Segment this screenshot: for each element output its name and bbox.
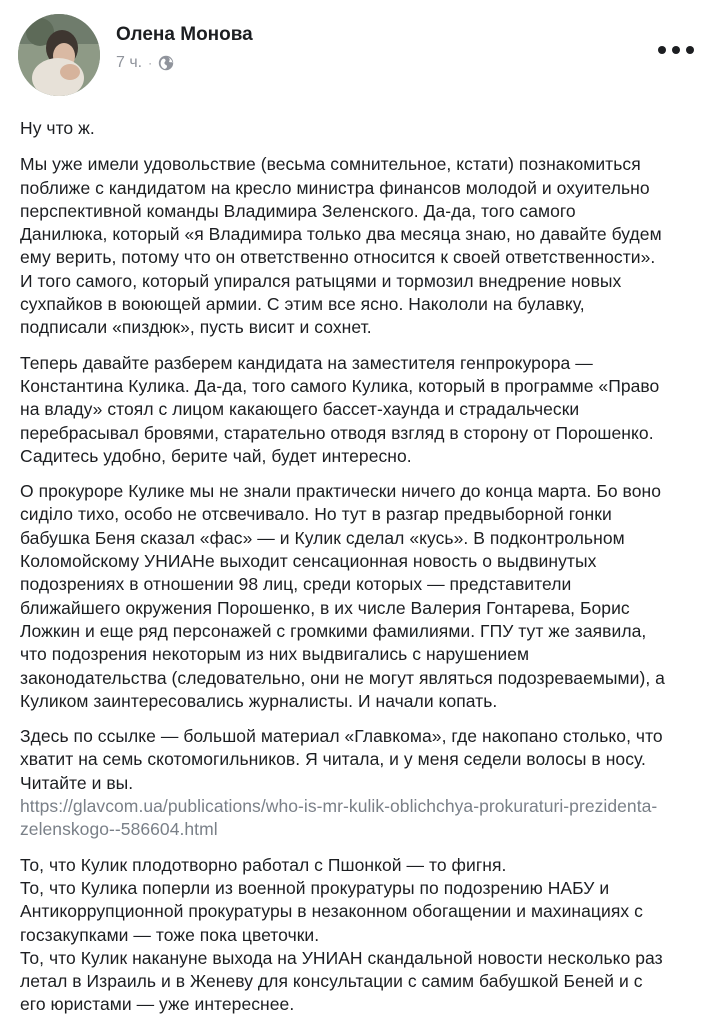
text-line: О прокуроре Кулике мы не знали практически ничего до конца марта. Бо воно [20,481,661,502]
text-line: Ну что ж. [20,118,95,138]
text-line: И того самого, который упирался ратыцями и тормозил внедрение новых [20,270,622,291]
globe-icon[interactable] [158,55,174,71]
profile-photo-icon [18,14,100,96]
text-line: сухпайков в воюющей армии. С этим все ясно. Накололи на булавку, [20,294,585,315]
paragraph-2 [20,153,700,339]
post-meta [116,54,174,72]
text-line: Данилюка, который «я Владимира только два месяца знаю, но давайте будем [20,224,662,245]
text-line: Ложкин и еще ряд персонажей с громкими фамилиями. ГПУ тут же заявила, [20,620,647,641]
text-line: подписали «пиздюк», пусть висит и сохнет. [20,317,372,338]
text-line: летал в Израиль и в Женеву для консультации с самим бабушкой Беней и с [20,971,643,992]
text-line: госзакупками — тоже пока цветочки. [20,924,320,945]
article-link[interactable] [20,795,700,842]
text-line: То, что Кулик плодотворно работал с Пшонкой — то фигня. [20,854,507,875]
text-line: Мы уже имели удовольствие (весьма сомнительное, кстати) познакомиться [20,154,641,175]
text-line: перспективной команды Владимира Зеленского. Да-да, того самого [20,200,576,221]
text-line: Читайте и вы. [20,772,134,793]
text-line: сидiло тихо, особо не отсвечивало. Но тут в разгар предвыборной гонки [20,504,612,525]
paragraph-6 [20,854,700,1017]
post-header [0,0,720,100]
text-line: Теперь давайте разберем кандидата на заместителя генпрокурора — [20,352,593,373]
text-line: Здесь по ссылке — большой материал «Главкома», где накопано столько, что [20,726,663,747]
paragraph-3 [20,352,700,468]
text-line: на владу» стоял с лицом какающего бассет-хаунда и страдальчески [20,399,580,420]
post-timestamp[interactable]: 7 ч. [116,54,143,71]
text-line: ближайшего окружения Порошенко, в их числе Валерия Гонтарева, Борис [20,597,630,618]
paragraph-1 [20,117,700,140]
text-line: Коломойскому УНИАНе выходит сенсационная новость о выдвинутых [20,551,597,572]
text-line: Куликом заинтересовались журналисты. И начали копать. [20,690,498,711]
text-line: подозрениях в отношении 98 лиц, среди которых — представители [20,574,572,595]
link-line[interactable]: https://glavcom.ua/publications/who-is-mr-kulik-oblichchya-prokuraturi-prezidenta- [20,796,658,817]
text-line: что подозрения некоторым из них выдвигались с нарушением [20,644,530,665]
text-line: То, что Кулика поперли из военной прокуратуры по подозрению НАБУ и [20,877,610,898]
author-name[interactable]: Олена Монова [116,24,253,45]
text-line: То, что Кулик накануне выхода на УНИАН скандальной новости несколько раз [20,947,663,968]
link-line[interactable]: zelenskogo--586604.html [20,819,218,840]
text-line: бабушка Беня сказал «фас» — и Кулик сделал «кусь». В подконтрольном [20,527,625,548]
text-line: ему верить, потому что он ответственно относится к своей ответственности». [20,247,656,268]
text-line: перебрасывал бровями, старательно отводя взгляд в сторону от Порошенко. [20,422,654,443]
text-line: законодательства (следовательно, они не могут являться подозреваемыми), а [20,667,665,688]
post-text [20,117,700,1029]
meta-separator: · [148,56,153,70]
text-line: Садитесь удобно, берите чай, будет интересно. [20,445,412,466]
text-line: Константина Кулика. Да-да, того самого Кулика, который в программе «Право [20,375,660,396]
paragraph-5 [20,725,700,841]
text-line: поближе с кандидатом на кресло министра финансов молодой и охуительно [20,177,650,198]
author-avatar[interactable] [18,14,100,96]
text-line: хватит на семь скотомогильников. Я читала, и у меня седели волосы в носу. [20,749,646,770]
text-line: Антикоррупционной прокуратуры в незаконном обогащении и махинациях с [20,901,643,922]
text-line: его юристами — уже интереснее. [20,994,295,1015]
paragraph-4 [20,480,700,713]
more-options-icon[interactable] [658,40,694,60]
